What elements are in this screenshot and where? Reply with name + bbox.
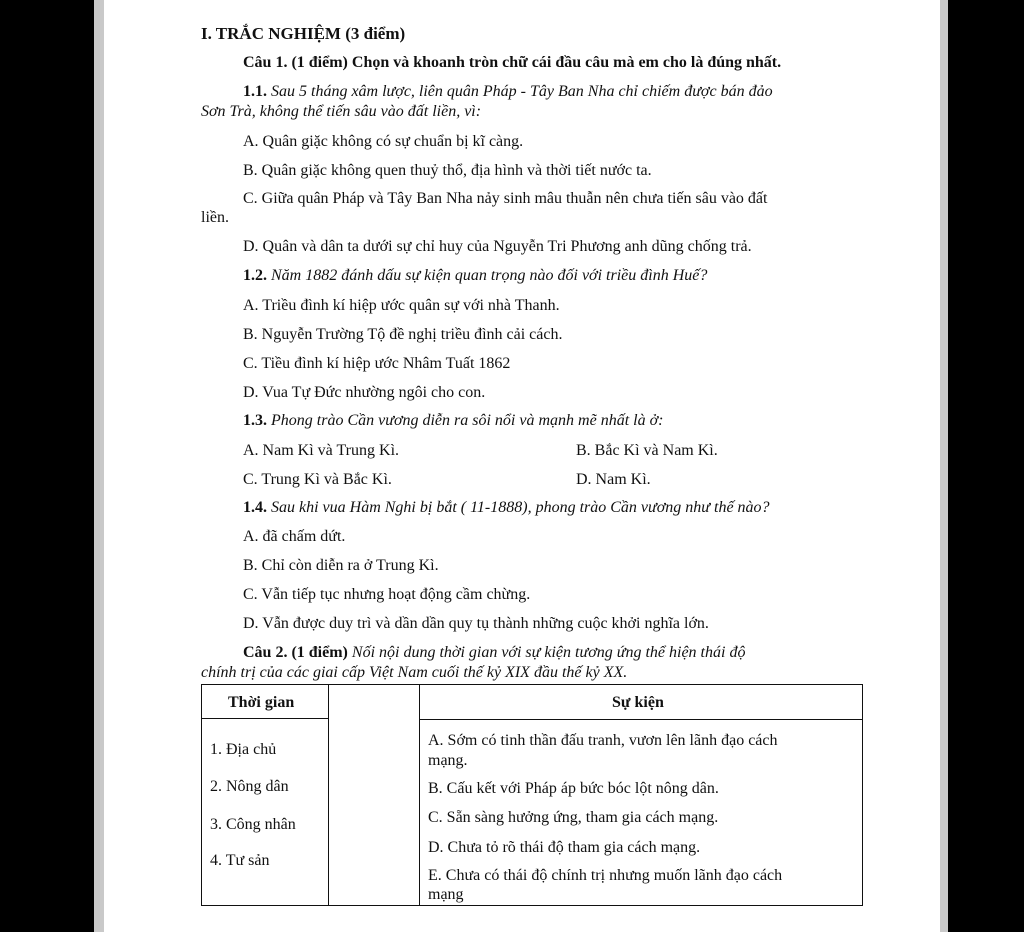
option-1-3-b: B. Bắc Kì và Nam Kì.	[576, 442, 718, 459]
screen-edge-left	[0, 0, 94, 932]
page-shadow-left	[94, 0, 104, 932]
page-shadow-right	[940, 0, 948, 932]
event-item-a-cont: mạng.	[428, 752, 468, 769]
question-2-text: Nối nội dung thời gian với sự kiện tương ứng thể hiện thái độ	[351, 644, 746, 661]
table-header-time: Thời gian	[228, 694, 295, 711]
option-1-1-d: D. Quân và dân ta dưới sự chỉ huy của Nguyễn Tri Phương anh dũng chống trả.	[243, 238, 752, 255]
event-item-c: C. Sẵn sàng hưởng ứng, tham gia cách mạng.	[428, 809, 719, 826]
table-divider-right	[419, 684, 420, 906]
option-1-1-c: C. Giữa quân Pháp và Tây Ban Nha nảy sinh mâu thuẫn nên chưa tiến sâu vào đất	[243, 190, 768, 207]
time-item-1: 1. Địa chủ	[210, 741, 277, 758]
time-item-2: 2. Nông dân	[210, 778, 289, 795]
question-2-heading	[243, 643, 745, 663]
screen-edge-right	[948, 0, 1024, 932]
option-1-2-a: A. Triều đình kí hiệp ước quân sự với nhà Thanh.	[243, 297, 560, 314]
option-1-4-b: B. Chỉ còn diễn ra ở Trung Kì.	[243, 557, 439, 574]
sub-question-text: Sau 5 tháng xâm lược, liên quân Pháp - Tây Ban Nha chỉ chiếm được bán đảo	[271, 83, 773, 100]
sub-question-1-1	[243, 82, 773, 102]
question-2-text-cont: chính trị của các giai cấp Việt Nam cuối thế kỷ XIX đầu thế kỷ XX.	[201, 664, 628, 681]
sub-question-1-4	[243, 498, 770, 518]
option-1-4-a: A. đã chấm dứt.	[243, 528, 346, 545]
sub-question-number: 1.2.	[243, 267, 267, 284]
sub-question-1-3	[243, 411, 663, 431]
time-item-3: 3. Công nhân	[210, 816, 296, 833]
table-header-event: Sự kiện	[612, 694, 664, 711]
sub-question-text: Sau khi vua Hàm Nghi bị bắt ( 11-1888), phong trào Cần vương như thế nào?	[271, 499, 770, 516]
table-header-rule-left	[201, 718, 329, 719]
option-1-1-b: B. Quân giặc không quen thuỷ thổ, địa hình và thời tiết nước ta.	[243, 162, 652, 179]
question-2-label: Câu 2. (1 điểm)	[243, 644, 348, 661]
sub-question-number: 1.4.	[243, 499, 267, 516]
event-item-e: E. Chưa có thái độ chính trị nhưng muốn lãnh đạo cách	[428, 867, 783, 884]
option-1-3-c: C. Trung Kì và Bắc Kì.	[243, 471, 392, 488]
option-1-4-c: C. Vẫn tiếp tục nhưng hoạt động cầm chừng.	[243, 586, 531, 603]
question-1-instruction: Chọn và khoanh tròn chữ cái đầu câu mà em cho là đúng nhất.	[351, 54, 782, 71]
event-item-d: D. Chưa tỏ rõ thái độ tham gia cách mạng.	[428, 839, 701, 856]
option-1-1-a: A. Quân giặc không có sự chuẩn bị kĩ càng.	[243, 133, 524, 150]
time-item-4: 4. Tư sản	[210, 852, 270, 869]
sub-question-number: 1.1.	[243, 83, 267, 100]
option-1-2-b: B. Nguyễn Trường Tộ đề nghị triều đình cải cách.	[243, 326, 563, 343]
option-1-3-d: D. Nam Kì.	[576, 471, 651, 488]
sub-question-text-cont: Sơn Trà, không thể tiến sâu vào đất liền, vì:	[201, 103, 482, 120]
option-1-2-c: C. Tiều đình kí hiệp ước Nhâm Tuất 1862	[243, 355, 511, 372]
sub-question-text: Năm 1882 đánh dấu sự kiện quan trọng nào đối với triều đình Huế?	[271, 267, 708, 284]
sub-question-text: Phong trào Cần vương diễn ra sôi nổi và mạnh mẽ nhất là ở:	[271, 412, 664, 429]
sub-question-1-2	[243, 266, 707, 286]
option-1-2-d: D. Vua Tự Đức nhường ngôi cho con.	[243, 384, 486, 401]
question-1-heading	[243, 53, 781, 73]
option-1-4-d: D. Vẫn được duy trì và dần dần quy tụ thành những cuộc khởi nghĩa lớn.	[243, 615, 709, 632]
question-1-label: Câu 1. (1 điểm)	[243, 54, 348, 71]
sub-question-number: 1.3.	[243, 412, 267, 429]
event-item-b: B. Cấu kết với Pháp áp bức bóc lột nông dân.	[428, 780, 719, 797]
section-title: I. TRẮC NGHIỆM (3 điểm)	[201, 24, 406, 43]
event-item-e-cont: mạng	[428, 886, 464, 903]
table-header-rule-right	[419, 719, 863, 720]
event-item-a: A. Sớm có tinh thần đấu tranh, vươn lên lãnh đạo cách	[428, 732, 778, 749]
option-1-3-a: A. Nam Kì và Trung Kì.	[243, 442, 400, 459]
option-1-1-c-cont: liền.	[201, 209, 229, 226]
